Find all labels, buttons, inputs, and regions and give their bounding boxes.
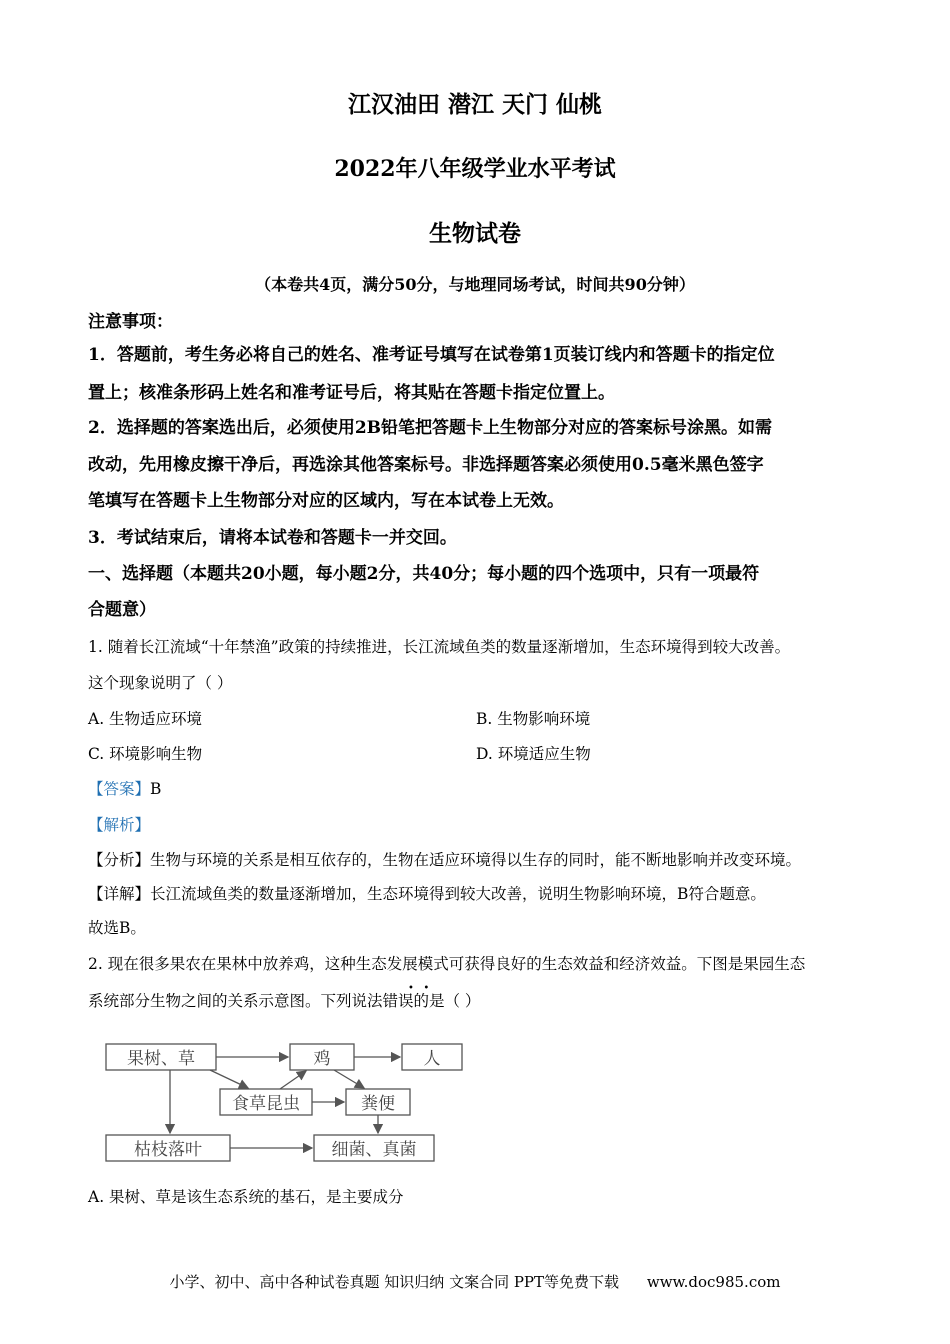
q2-stem-line-1: 2. 现在很多果农在果林中放养鸡，这种生态发展模式可获得良好的生态效益和经济效益。下图是果园生态: [88, 955, 806, 973]
arrow-trees-to-insects: [210, 1070, 248, 1088]
section-heading-line-2: 合题意）: [88, 600, 156, 620]
notice-line-3: 2．选择题的答案选出后，必须使用2B铅笔把答题卡上生物部分对应的答案标号涂黑。如需: [88, 418, 773, 438]
exam-region-title: 江汉油田 潜江 天门 仙桃: [347, 91, 603, 118]
answer-tag: 【答案】: [88, 780, 151, 798]
fenxi-text: 生物与环境的关系是相互依存的，生物在适应环境得以生存的同时，能不断地影响并改变环境。: [150, 851, 802, 869]
notice-line-5: 笔填写在答题卡上生物部分对应的区域内，写在本试卷上无效。: [88, 491, 564, 511]
page-footer: [0, 1271, 950, 1292]
arrow-chicken-to-dung: [334, 1070, 364, 1088]
exam-subject-title: 生物试卷: [429, 220, 521, 247]
footer-text: 小学、初中、高中各种试卷真题 知识归纳 文案合同 PPT等免费下载: [169, 1273, 620, 1291]
q1-stem-line-2: 这个现象说明了（ ）: [88, 674, 233, 692]
q1-fenxi: [88, 849, 801, 871]
label-human: 人: [423, 1049, 441, 1069]
q1-xiangjie: [88, 883, 766, 905]
q1-conclusion: 故选B。: [88, 919, 146, 937]
footer-url-link[interactable]: www.doc985.com: [646, 1273, 781, 1291]
notice-line-2: 置上；核准条形码上姓名和准考证号后，将其贴在答题卡指定位置上。: [88, 383, 615, 403]
label-leaves: 枯枝落叶: [134, 1140, 202, 1160]
exam-info-note: （本卷共4页，满分50分，与地理同场考试，时间共90分钟）: [255, 275, 695, 294]
q2-option-a: A. 果树、草是该生态系统的基石，是主要成分: [88, 1188, 404, 1206]
xiangjie-text: 长江流域鱼类的数量逐渐增加，生态环境得到较大改善，说明生物影响环境，B符合题意。: [150, 885, 766, 903]
analysis-tag: 【解析】: [88, 816, 151, 834]
arrow-insects-to-chicken: [280, 1071, 306, 1089]
q1-answer: [88, 778, 161, 800]
q1-option-d: D. 环境适应生物: [476, 745, 591, 763]
exam-year-title: 2022年八年级学业水平考试: [334, 156, 616, 182]
label-trees-grass: 果树、草: [127, 1049, 195, 1069]
label-microbes: 细菌、真菌: [331, 1140, 417, 1160]
section-heading-line-1: 一、选择题（本题共20小题，每小题2分，共40分；每小题的四个选项中，只有一项最符: [88, 564, 760, 584]
q1-option-c: C. 环境影响生物: [88, 745, 203, 763]
notice-line-4: 改动，先用橡皮擦干净后，再选涂其他答案标号。非选择题答案必须使用0.5毫米黑色签字: [88, 455, 764, 475]
xiangjie-tag: 【详解】: [88, 885, 151, 903]
label-insects: 食草昆虫: [232, 1094, 300, 1114]
fenxi-tag: 【分析】: [88, 851, 151, 869]
q1-option-b: B. 生物影响环境: [476, 710, 591, 728]
q1-option-a: A. 生物适应环境: [88, 710, 203, 728]
q2-stem-line-2: 系统部分生物之间的关系示意图。下列说法错误的是（ ）: [88, 992, 481, 1010]
notice-line-6: 3．考试结束后，请将本试卷和答题卡一并交回。: [88, 528, 457, 548]
label-chicken: 鸡: [313, 1049, 331, 1069]
notice-heading: 注意事项：: [88, 312, 173, 332]
food-web-diagram: [100, 1036, 470, 1166]
q1-stem-line-1: 1. 随着长江流域“十年禁渔”政策的持续推进，长江流域鱼类的数量逐渐增加，生态环境得到较大改善。: [88, 638, 791, 656]
notice-line-1: 1．答题前，考生务必将自己的姓名、准考证号填写在试卷第1页装订线内和答题卡的指定位: [88, 345, 775, 365]
label-dung: 粪便: [361, 1094, 395, 1114]
emphasis-dots: • •: [408, 983, 430, 994]
answer-value: B: [150, 780, 162, 798]
